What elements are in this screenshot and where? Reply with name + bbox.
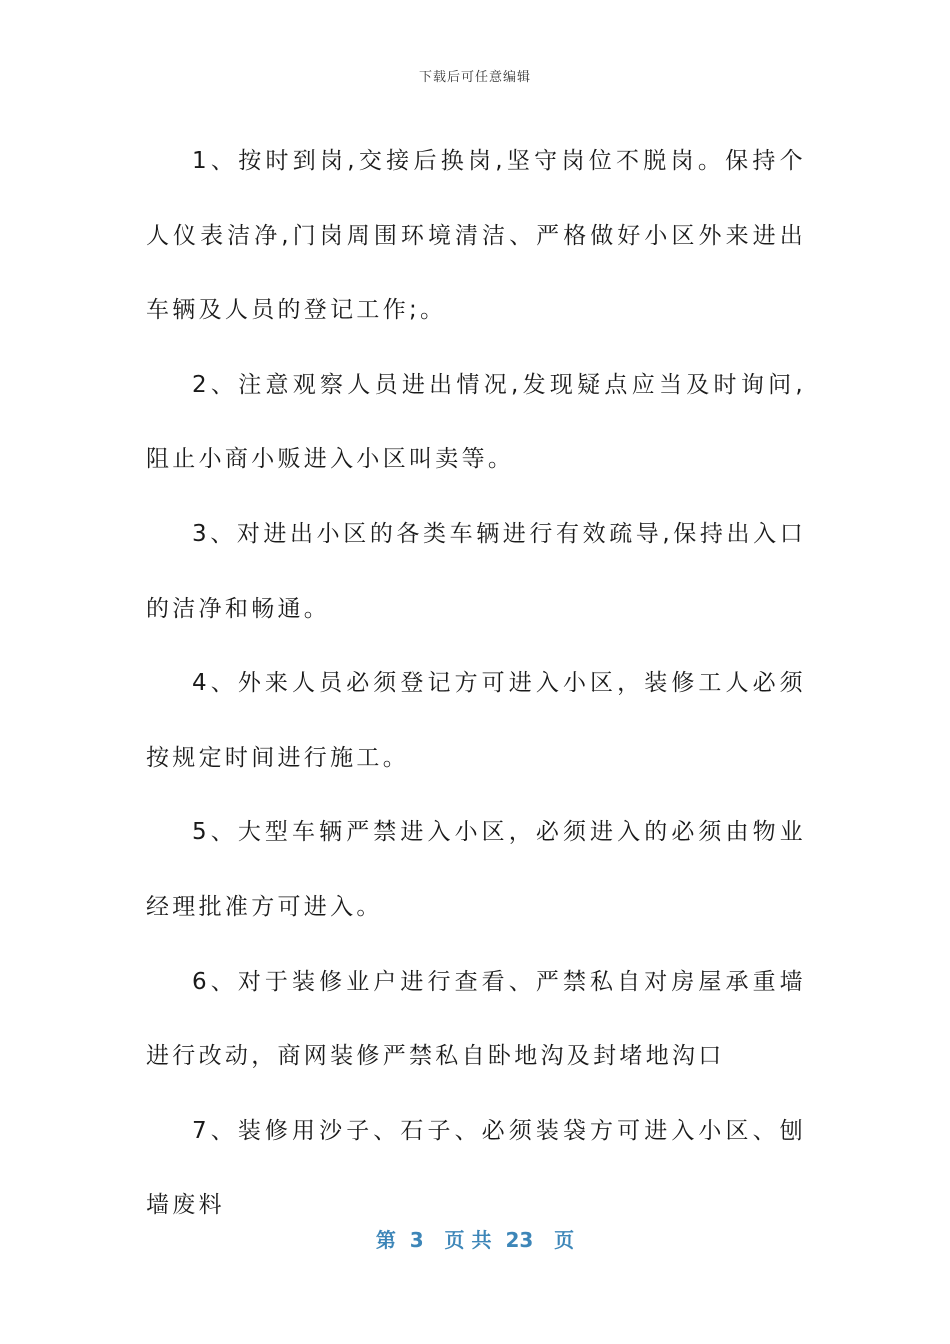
- paragraph-4: 4、外来人员必须登记方可进入小区，装修工人必须按规定时间进行施工。: [146, 670, 806, 771]
- document-body: [146, 124, 806, 1243]
- paragraph-6: 6、对于装修业户进行查看、严禁私自对房屋承重墙进行改动，商网装修严禁私自卧地沟及封堵地沟口: [146, 968, 806, 1070]
- paragraph-3: 3、对进出小区的各类车辆进行有效疏导,保持出入口的洁净和畅通。: [146, 520, 806, 622]
- paragraph-1: 1、按时到岗,交接后换岗,坚守岗位不脱岗。保持个人仪表洁净,门岗周围环境清洁、严格做好小区外来进出车辆及人员的登记工作;。: [146, 148, 806, 324]
- paragraph-7: 7、装修用沙子、石子、必须装袋方可进入小区、刨墙废料: [146, 1117, 806, 1219]
- page-number-footer: 第 3 页 共 23 页: [375, 1228, 575, 1252]
- paragraph-2: 2、注意观察人员进出情况,发现疑点应当及时询问,阻止小商小贩进入小区叫卖等。: [146, 371, 806, 473]
- page-header: 下载后可任意编辑: [418, 70, 531, 85]
- paragraph-5: 5、大型车辆严禁进入小区，必须进入的必须由物业经理批准方可进入。: [146, 819, 806, 920]
